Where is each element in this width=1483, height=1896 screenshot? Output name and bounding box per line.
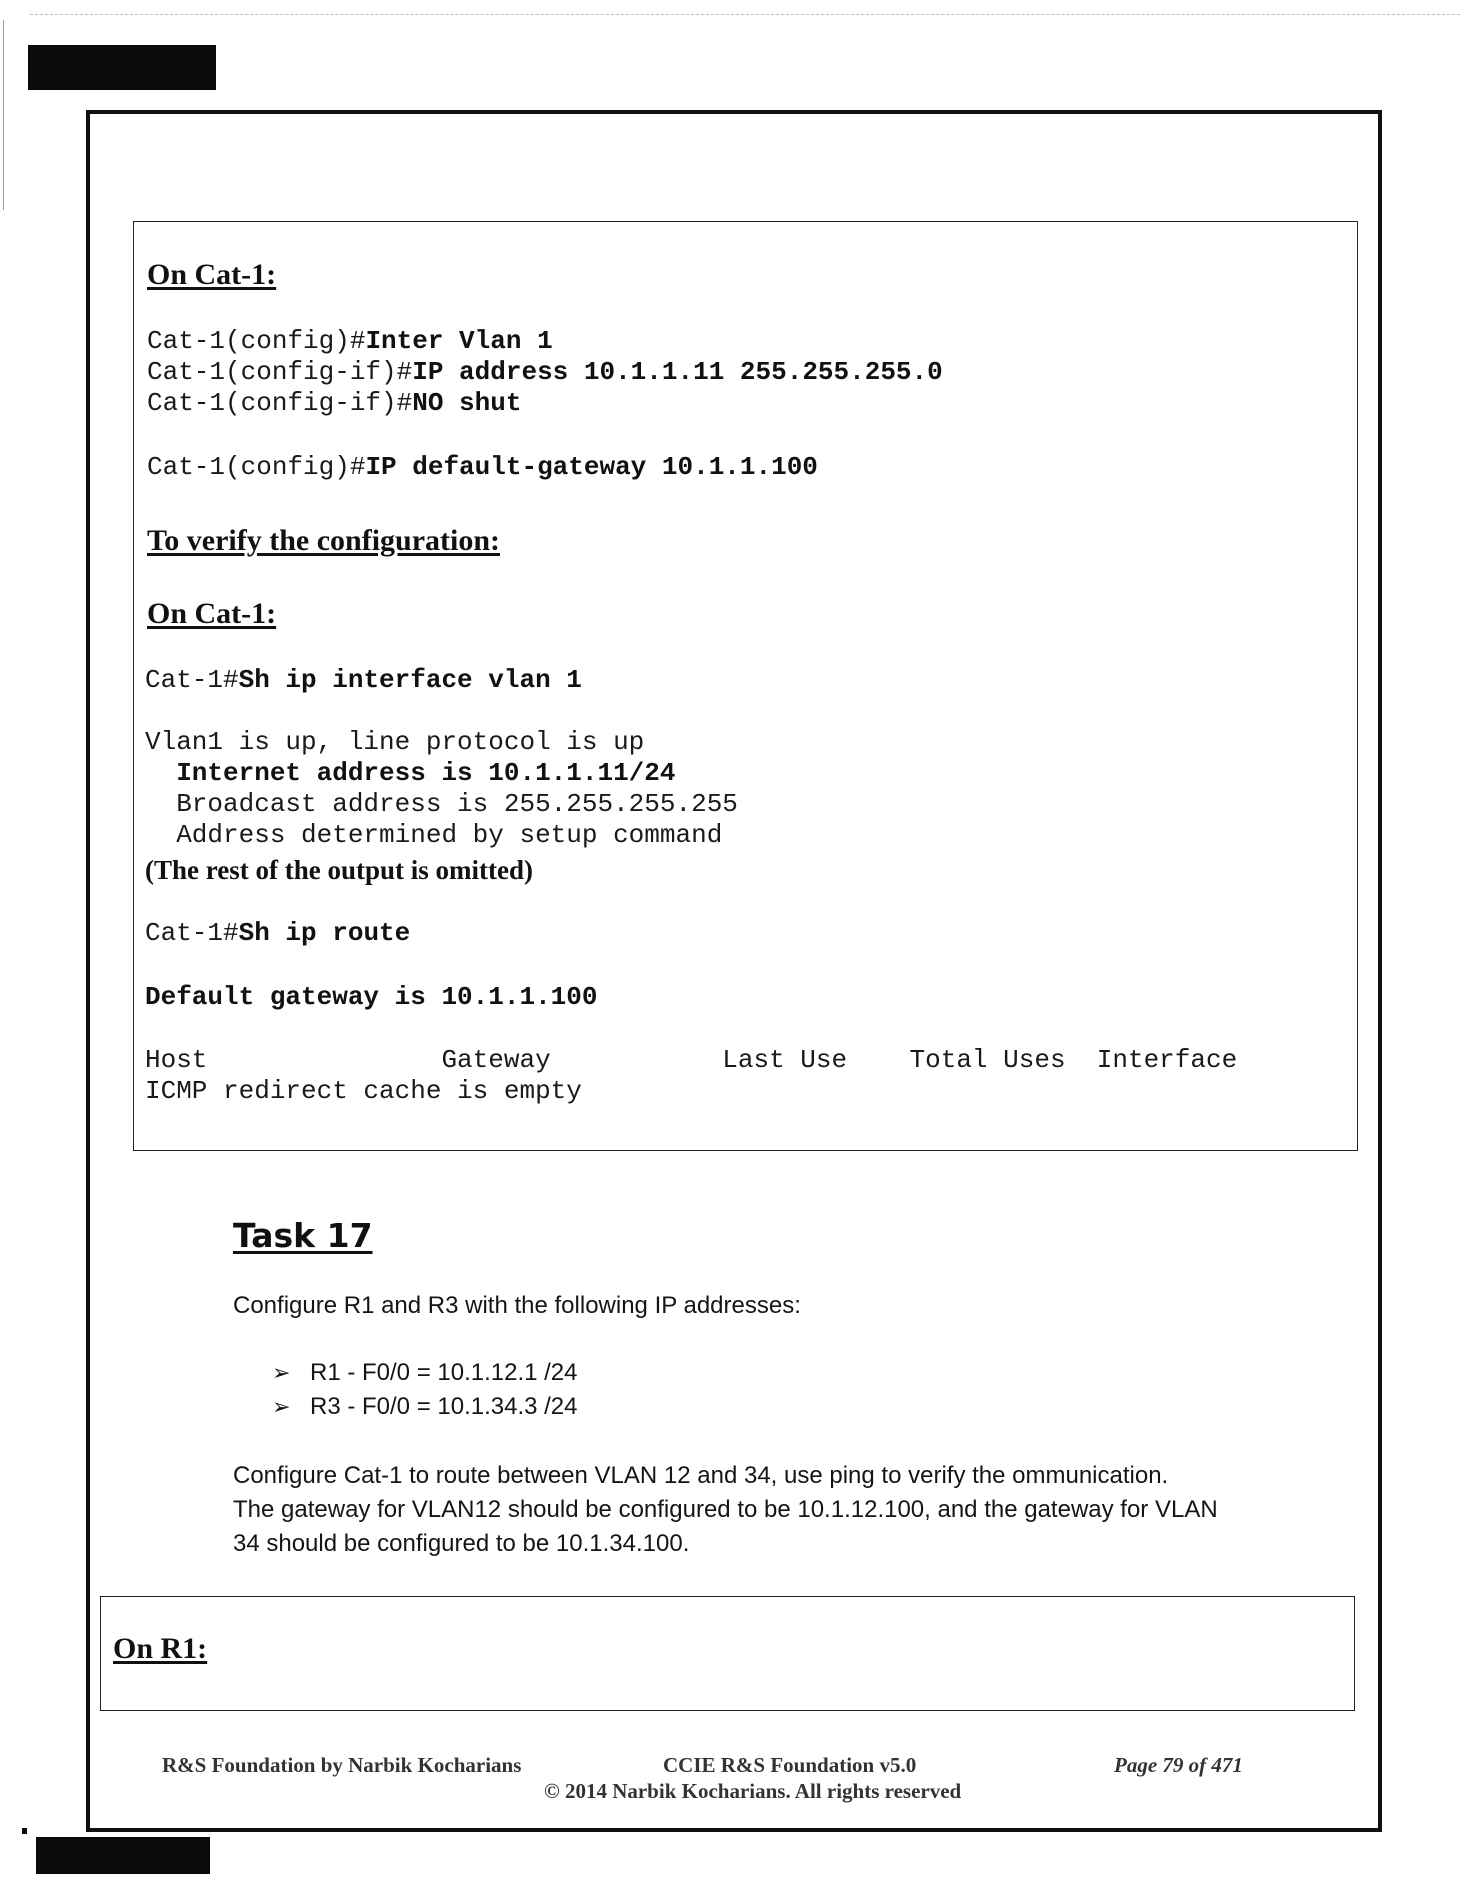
ip-address-list — [272, 1356, 578, 1424]
footer-author: R&S Foundation by Narbik Kocharians — [162, 1753, 522, 1777]
footer-copyright: © 2014 Narbik Kocharians. All rights reserved — [544, 1779, 962, 1803]
redaction-block-bottom — [36, 1837, 210, 1874]
config-line: Cat-1(config-if)#IP address 10.1.1.11 255.255.255.0 — [147, 357, 943, 387]
config-line: Cat-1(config)#Inter Vlan 1 — [147, 326, 553, 356]
output-omitted-note: (The rest of the output is omitted) — [145, 855, 533, 885]
list-item: ➢ R3 - F0/0 = 10.1.34.3 /24 — [272, 1390, 578, 1424]
cat1-config-lines — [147, 326, 943, 419]
icmp-cache-line: ICMP redirect cache is empty — [145, 1076, 582, 1106]
footer-page-number: Page 79 of 471 — [1114, 1753, 1243, 1777]
task-title: Task 17 — [233, 1216, 373, 1255]
default-gateway-config-line: Cat-1(config)#IP default-gateway 10.1.1.100 — [147, 452, 818, 482]
r1-heading: On R1: — [113, 1632, 208, 1665]
instruction-line: The gateway for VLAN12 should be configured to be 10.1.12.100, and the gateway for VLAN — [233, 1496, 1218, 1523]
footer-book-title: CCIE R&S Foundation v5.0 — [663, 1753, 917, 1777]
scan-left-edge — [3, 20, 4, 210]
route-table-output — [145, 1045, 1237, 1107]
r1-config-box — [100, 1596, 1355, 1711]
redaction-block-top — [28, 45, 216, 90]
scan-top-edge — [30, 14, 1460, 15]
show-interface-command: Cat-1#Sh ip interface vlan 1 — [145, 665, 582, 695]
output-line: Address determined by setup command — [145, 820, 723, 850]
instruction-line: 34 should be configured to be 10.1.34.100. — [233, 1530, 690, 1557]
output-line: Broadcast address is 255.255.255.255 — [145, 789, 738, 819]
verify-heading: To verify the configuration: — [147, 524, 501, 557]
output-line-bold: Internet address is 10.1.1.11/24 — [145, 758, 676, 788]
instruction-line: Configure Cat-1 to route between VLAN 12 and 34, use ping to verify the ommunication. — [233, 1462, 1169, 1489]
output-line: Vlan1 is up, line protocol is up — [145, 727, 645, 757]
default-gateway-output: Default gateway is 10.1.1.100 — [145, 982, 598, 1012]
config-line: Cat-1(config-if)#NO shut — [147, 388, 522, 418]
show-route-command: Cat-1#Sh ip route — [145, 918, 411, 948]
task-intro: Configure R1 and R3 with the following IP addresses: — [233, 1292, 801, 1319]
interface-output — [145, 727, 738, 851]
list-item: ➢ R1 - F0/0 = 10.1.12.1 /24 — [272, 1356, 578, 1390]
arrowhead-bullet-icon: ➢ — [272, 1360, 291, 1385]
route-table-header: Host Gateway Last Use Total Uses Interface — [145, 1045, 1238, 1075]
scan-speck — [22, 1828, 27, 1834]
verify-cat1-heading: On Cat-1: — [147, 597, 277, 630]
arrowhead-bullet-icon: ➢ — [272, 1394, 291, 1419]
task-instructions — [233, 1459, 1218, 1561]
cat1-config-heading: On Cat-1: — [147, 258, 277, 291]
